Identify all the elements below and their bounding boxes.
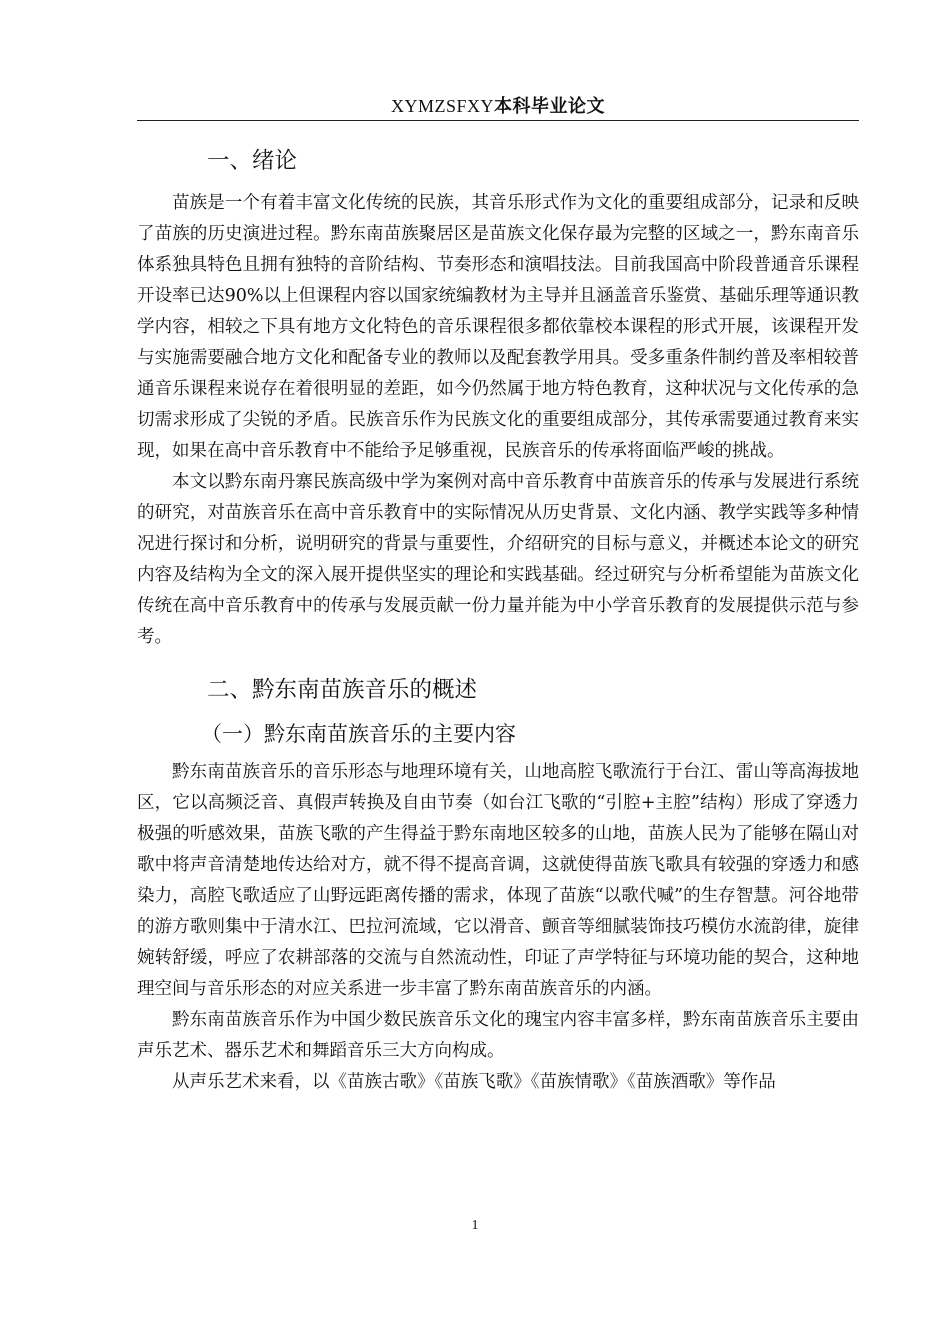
header-rule (137, 120, 859, 121)
section-1-paragraph-1: 苗族是一个有着丰富文化传统的民族，其音乐形式作为文化的重要组成部分，记录和反映了苗族的历史演进过程。黔东南苗族聚居区是苗族文化保存最为完整的区域之一，黔东南音乐体系独具特色且拥有独特的音阶结构、节奏形态和演唱技法。目前我国高中阶段普通音乐课程开设率已达90%以上但课程内容以国家统编教材为主导并且涵盖音乐鉴赏、基础乐理等通识教学内容，相较之下具有地方文化特色的音乐课程很多都依靠校本课程的形式开展，该课程开发与实施需要融合地方文化和配备专业的教师以及配套教学用具。受多重条件制约普及率相较普通音乐课程来说存在着很明显的差距，如今仍然属于地方特色教育，这种状况与文化传承的急切需求形成了尖锐的矛盾。民族音乐作为民族文化的重要组成部分，其传承需要通过教育来实现，如果在高中音乐教育中不能给予足够重视，民族音乐的传承将面临严峻的挑战。 (137, 193, 859, 461)
section-2-1-heading: （一）黔东南苗族音乐的主要内容 (201, 722, 516, 746)
section-1-paragraph-2: 本文以黔东南丹寨民族高级中学为案例对高中音乐教育中苗族音乐的传承与发展进行系统的研究，对苗族音乐在高中音乐教育中的实际情况从历史背景、文化内涵、教学实践等多种情况进行探讨和分析，说明研究的背景与重要性，介绍研究的目标与意义，并概述本论文的研究内容及结构为全文的深入展开提供坚实的理论和实践基础。经过研究与分析希望能为苗族文化传统在高中音乐教育中的传承与发展贡献一份力量并能为中小学音乐教育的发展提供示范与参考。 (137, 472, 859, 647)
document-body (137, 138, 859, 1098)
section-2-paragraph-2: 黔东南苗族音乐作为中国少数民族音乐文化的瑰宝内容丰富多样，黔东南苗族音乐主要由声乐艺术、器乐艺术和舞蹈音乐三大方向构成。 (137, 1010, 859, 1061)
page-header (137, 93, 859, 120)
section-2-heading: 二、黔东南苗族音乐的概述 (207, 677, 478, 703)
header-code: XYMZSFXY (390, 96, 495, 116)
section-1-heading: 一、绪论 (207, 148, 298, 174)
page-number: 1 (471, 1218, 479, 1233)
section-2-paragraph-1: 黔东南苗族音乐的音乐形态与地理环境有关，山地高腔飞歌流行于台江、雷山等高海拔地区，它以高频泛音、真假声转换及自由节奏（如台江飞歌的“引腔+主腔”结构）形成了穿透力极强的听感效果，苗族飞歌的产生得益于黔东南地区较多的山地，苗族人民为了能够在隔山对歌中将声音清楚地传达给对方，就不得不提高音调，这就使得苗族飞歌具有较强的穿透力和感染力，高腔飞歌适应了山野远距离传播的需求，体现了苗族“以歌代喊”的生存智慧。河谷地带的游方歌则集中于清水江、巴拉河流域，它以滑音、颤音等细腻装饰技巧模仿水流韵律，旋律婉转舒缓，呼应了农耕部落的交流与自然流动性，印证了声学特征与环境功能的契合，这种地理空间与音乐形态的对应关系进一步丰富了黔东南苗族音乐的内涵。 (137, 762, 859, 999)
section-2-paragraph-3: 从声乐艺术来看，以《苗族古歌》《苗族飞歌》《苗族情歌》《苗族酒歌》等作品 (172, 1072, 776, 1092)
header-title: 本科毕业论文 (494, 96, 606, 117)
